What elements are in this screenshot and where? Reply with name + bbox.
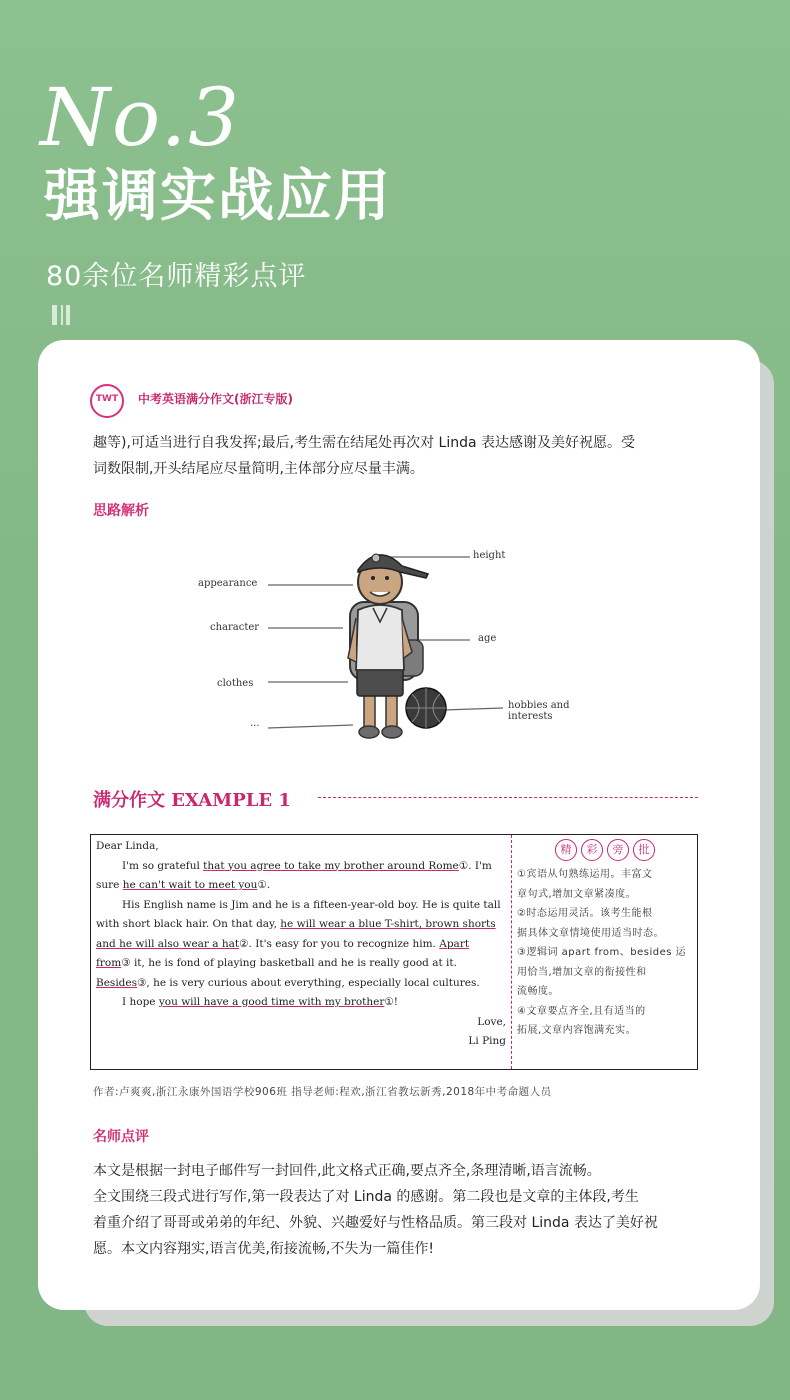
- note-line: 据具体文章情境使用适当时态。: [517, 927, 664, 939]
- letter-signature: Li Ping: [468, 1035, 506, 1047]
- book-header: 中考英语满分作文(浙江专版): [138, 392, 293, 406]
- badge-3: 旁: [607, 839, 629, 861]
- review-line-1: 本文是根据一封电子邮件写一封回件,此文格式正确,要点齐全,条理清晰,语言流畅。: [93, 1163, 601, 1179]
- note-line: 拓展,文章内容饱满充实。: [517, 1025, 637, 1036]
- letter-body: [96, 837, 506, 1052]
- badge-1: 精: [555, 839, 577, 861]
- letter-greeting: Dear Linda,: [96, 840, 159, 852]
- letter-closing: Love,: [477, 1015, 506, 1028]
- intro-line-1: 趣等),可适当进行自我发挥;最后,考生需在结尾处再次对 Linda 表达感谢及美好祝愿。受: [93, 435, 636, 451]
- label-etc: ...: [250, 718, 260, 729]
- label-age: age: [478, 633, 497, 644]
- review-line-2: 全文围绕三段式进行写作,第一段表达了对 Linda 的感谢。第二段也是文章的主体段,考生: [93, 1189, 639, 1205]
- note-line: ①宾语从句熟练运用。丰富文: [517, 869, 653, 880]
- hero-title: 强调实战应用: [44, 164, 392, 229]
- author-credit: 作者:卢爽爽,浙江永康外国语学校906班 指导老师:程欢,浙江省教坛新秀,2018年中考命题人员: [93, 1086, 552, 1098]
- book-logo: TWT: [90, 384, 124, 418]
- example-heading: 满分作文 EXAMPLE 1: [93, 790, 291, 811]
- intro-line-2: 词数限制,开头结尾应尽量简明,主体部分应尽量丰满。: [93, 461, 424, 477]
- label-height: height: [473, 550, 506, 561]
- boy-diagram: [188, 540, 608, 750]
- label-clothes: clothes: [217, 678, 254, 689]
- note-line: ②时态运用灵活。该考生能根: [517, 908, 653, 919]
- notes-divider: [511, 835, 512, 1069]
- note-line: 流畅度。: [517, 986, 559, 997]
- letter-box: [90, 834, 698, 1070]
- label-appearance: appearance: [198, 578, 258, 589]
- letter-paragraph-1: I'm so grateful that you agree to take my brother around Rome①. I'm sure he can't wait to meet you①.: [96, 859, 492, 891]
- hero-number: No.3: [40, 71, 242, 164]
- review-line-3: 着重介绍了哥哥或弟弟的年纪、外貌、兴趣爱好与性格品质。第三段对 Linda 表达了美好祝: [93, 1215, 658, 1231]
- book-page: [38, 340, 760, 1310]
- badge-4: 批: [633, 839, 655, 861]
- label-hobbies: hobbies and interests: [508, 700, 570, 722]
- notes-panel: [517, 839, 693, 1041]
- note-line: 章句式,增加文章紧凑度。: [517, 888, 637, 900]
- label-character: character: [210, 622, 260, 633]
- section-review-heading: 名师点评: [93, 1129, 149, 1145]
- note-line: ③逻辑词 apart from、besides 运: [517, 947, 687, 958]
- dashed-rule: [318, 797, 698, 798]
- hero-subtitle: 80余位名师精彩点评: [46, 261, 307, 292]
- section-idea-heading: 思路解析: [93, 503, 149, 519]
- note-line: 用恰当,增加文章的衔接性和: [517, 966, 647, 978]
- letter-paragraph-3: I hope you will have a good time with my brother①!: [122, 996, 399, 1008]
- note-line: ④文章要点齐全,且有适当的: [517, 1005, 646, 1017]
- decorative-bars: [52, 305, 74, 325]
- notes-badges: [517, 839, 693, 861]
- letter-paragraph-2: His English name is Jim and he is a fifteen-year-old boy. He is quite tall with short black hair. On that day, he will wear a blue T-shirt, brown shorts and he will also wear a hat②. It's easy for you to recognize him. Apart from③ it, he is fond of playing basketball and he is really good at it. Besides③, he is very curious about everything, especially local cultures.: [96, 898, 501, 989]
- badge-2: 彩: [581, 839, 603, 861]
- review-line-4: 愿。本文内容翔实,语言优美,衔接流畅,不失为一篇佳作!: [93, 1241, 434, 1257]
